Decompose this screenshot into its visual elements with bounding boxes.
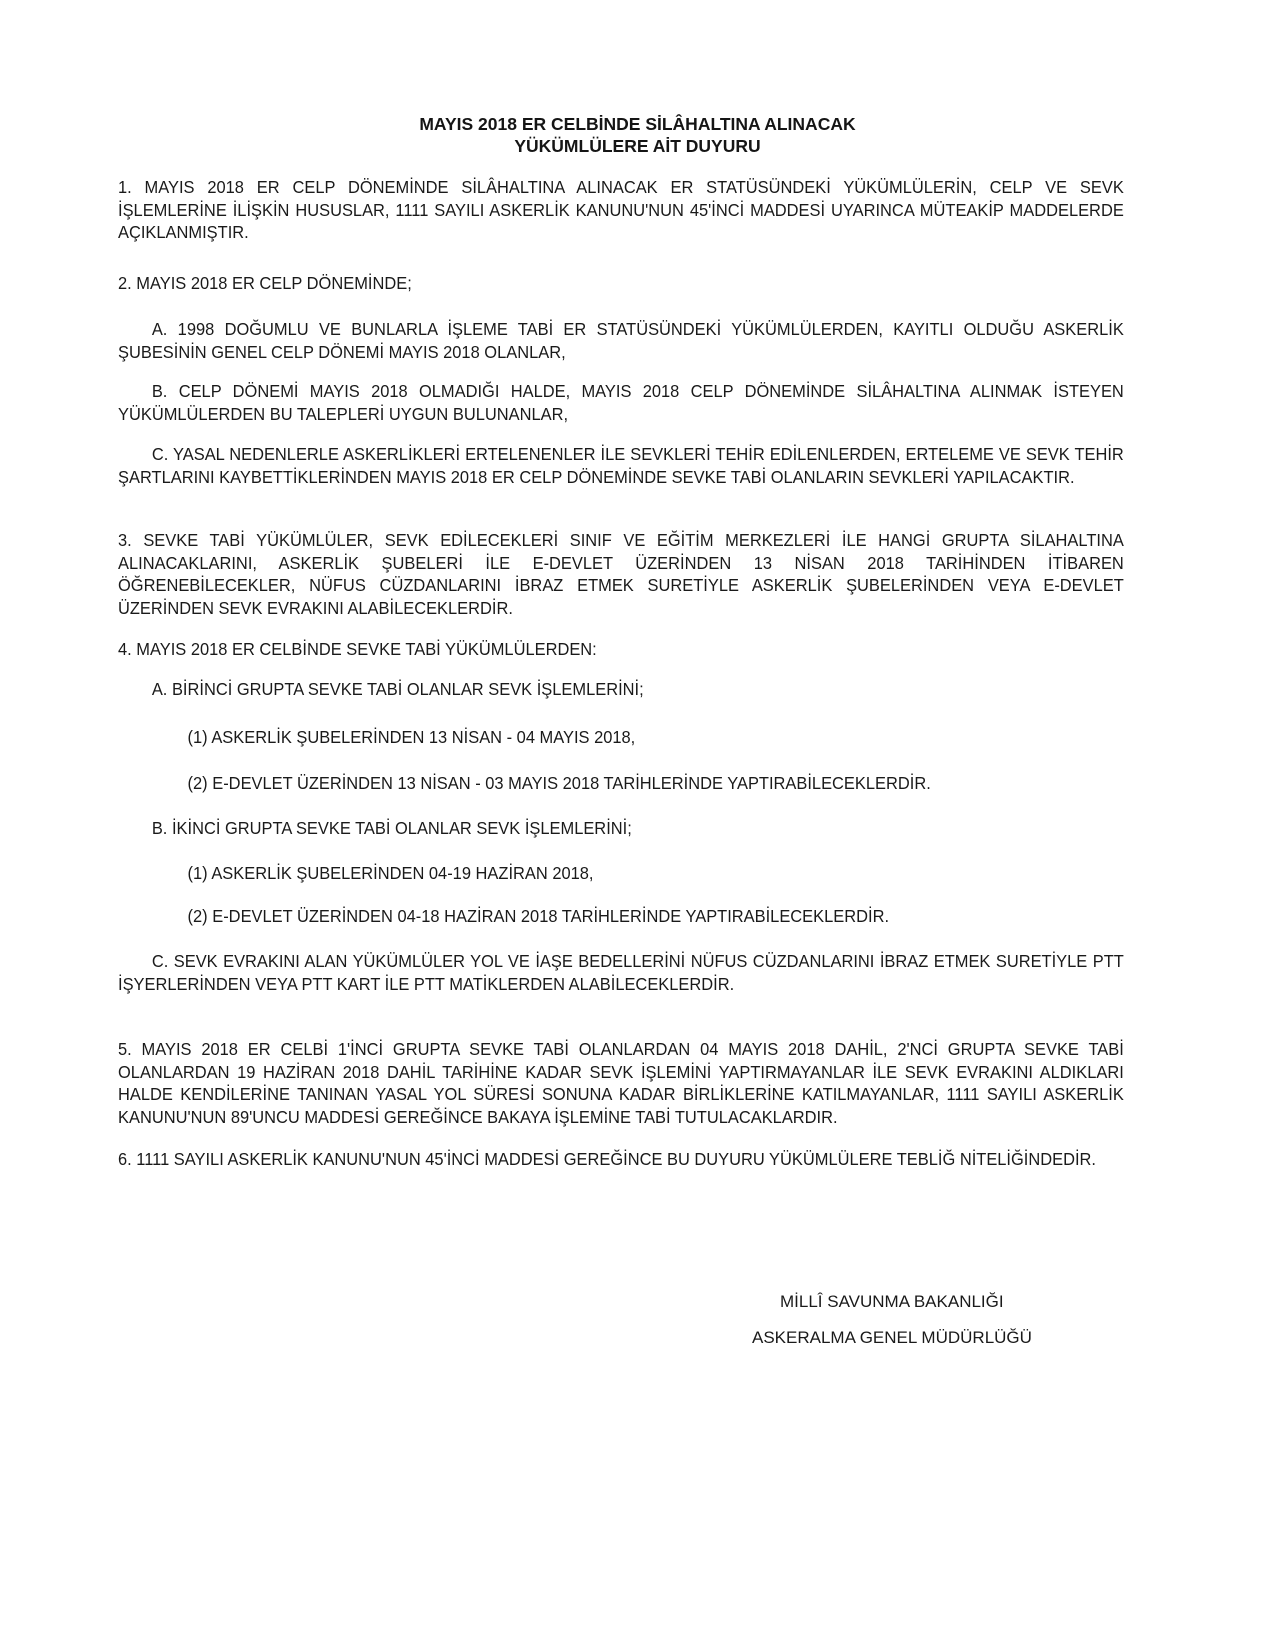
signature-block: [752, 1284, 1032, 1356]
document-title: [0, 113, 1275, 157]
paragraph-2a: A. 1998 DOĞUMLU VE BUNLARLA İŞLEME TABİ ER STATÜSÜNDEKİ YÜKÜMLÜLERDEN, KAYITLI OLDUĞU ASKERLİK ŞUBESİNİN GENEL CELP DÖNEMİ MAYIS 2018 OLANLAR,: [118, 319, 1124, 362]
paragraph-2c: C. YASAL NEDENLERLE ASKERLİKLERİ ERTELENENLER İLE SEVKLERİ TEHİR EDİLENLERDEN, ERTELEME VE SEVK TEHİR ŞARTLARINI KAYBETTİKLERİNDEN MAYIS 2018 ER CELP DÖNEMİNDE SEVKE TABİ OLANLARIN SEVKLERİ YAPILACAKTIR.: [118, 444, 1124, 487]
signature-directorate: ASKERALMA GENEL MÜDÜRLÜĞÜ: [752, 1328, 1032, 1347]
paragraph-4b: B. İKİNCİ GRUPTA SEVKE TABİ OLANLAR SEVK İŞLEMLERİNİ;: [151, 818, 632, 838]
paragraph-4b-1: (1) ASKERLİK ŞUBELERİNDEN 04-19 HAZİRAN 2018,: [187, 863, 594, 883]
paragraph-6: 6. 1111 SAYILI ASKERLİK KANUNU'NUN 45'İNCİ MADDESİ GEREĞİNCE BU DUYURU YÜKÜMLÜLERE TEBLİĞ NİTELİĞİNDEDİR.: [118, 1149, 1097, 1169]
paragraph-2: 2. MAYIS 2018 ER CELP DÖNEMİNDE;: [118, 273, 412, 293]
paragraph-1: 1. MAYIS 2018 ER CELP DÖNEMİNDE SİLÂHALTINA ALINACAK ER STATÜSÜNDEKİ YÜKÜMLÜLERİN, CELP VE SEVK İŞLEMLERİNE İLİŞKİN HUSUSLAR, 1111 SAYILI ASKERLİK KANUNU'NUN 45'İNCİ MADDESİ UYARINCA MÜTEAKİP MADDELERDE AÇIKLANMIŞTIR.: [118, 177, 1124, 243]
paragraph-4a: A. BİRİNCİ GRUPTA SEVKE TABİ OLANLAR SEVK İŞLEMLERİNİ;: [151, 679, 644, 699]
title-line-1: MAYIS 2018 ER CELBİNDE SİLÂHALTINA ALINACAK: [419, 114, 856, 134]
paragraph-3: 3. SEVKE TABİ YÜKÜMLÜLER, SEVK EDİLECEKLERİ SINIF VE EĞİTİM MERKEZLERİ İLE HANGİ GRUPTA SİLAHALTINA ALINACAKLARINI, ASKERLİK ŞUBELERİ İLE E-DEVLET ÜZERİNDEN 13 NİSAN 2018 TARİHİNDEN İTİBAREN ÖĞRENEBİLECEKLER, NÜFUS CÜZDANLARINI İBRAZ ETMEK SURETİYLE ASKERLİK ŞUBELERİNDEN VEYA E-DEVLET ÜZERİNDEN SEVK EVRAKINI ALABİLECEKLERDİR.: [118, 530, 1124, 618]
title-line-2: YÜKÜMLÜLERE AİT DUYURU: [514, 136, 761, 156]
paragraph-4a-2: (2) E-DEVLET ÜZERİNDEN 13 NİSAN - 03 MAYIS 2018 TARİHLERİNDE YAPTIRABİLECEKLERDİR.: [187, 773, 931, 793]
paragraph-5: 5. MAYIS 2018 ER CELBİ 1'İNCİ GRUPTA SEVKE TABİ OLANLARDAN 04 MAYIS 2018 DAHİL, 2'NCİ GRUPTA SEVKE TABİ OLANLARDAN 19 HAZİRAN 2018 DAHİL TARİHİNE KADAR SEVK İŞLEMİNİ YAPTIRMAYANLAR İLE SEVK EVRAKINI ALDIKLARI HALDE KENDİLERİNE TANINAN YASAL YOL SÜRESİ SONUNA KADAR BİRLİKLERİNE KATILMAYANLAR, 1111 SAYILI ASKERLİK KANUNU'NUN 89'UNCU MADDESİ GEREĞİNCE BAKAYA İŞLEMİNE TABİ TUTULACAKLARDIR.: [118, 1039, 1124, 1127]
paragraph-4: 4. MAYIS 2018 ER CELBİNDE SEVKE TABİ YÜKÜMLÜLERDEN:: [118, 639, 597, 659]
signature-ministry: MİLLÎ SAVUNMA BAKANLIĞI: [780, 1292, 1004, 1311]
paragraph-4a-1: (1) ASKERLİK ŞUBELERİNDEN 13 NİSAN - 04 MAYIS 2018,: [187, 727, 636, 747]
paragraph-2b: B. CELP DÖNEMİ MAYIS 2018 OLMADIĞI HALDE, MAYIS 2018 CELP DÖNEMİNDE SİLÂHALTINA ALINMAK İSTEYEN YÜKÜMLÜLERDEN BU TALEPLERİ UYGUN BULUNANLAR,: [118, 381, 1124, 424]
paragraph-4c: C. SEVK EVRAKINI ALAN YÜKÜMLÜLER YOL VE İAŞE BEDELLERİNİ NÜFUS CÜZDANLARINI İBRAZ ETMEK SURETİYLE PTT İŞYERLERİNDEN VEYA PTT KART İLE PTT MATİKLERDEN ALABİLECEKLERDİR.: [118, 951, 1124, 994]
paragraph-4b-2: (2) E-DEVLET ÜZERİNDEN 04-18 HAZİRAN 2018 TARİHLERİNDE YAPTIRABİLECEKLERDİR.: [187, 906, 890, 926]
